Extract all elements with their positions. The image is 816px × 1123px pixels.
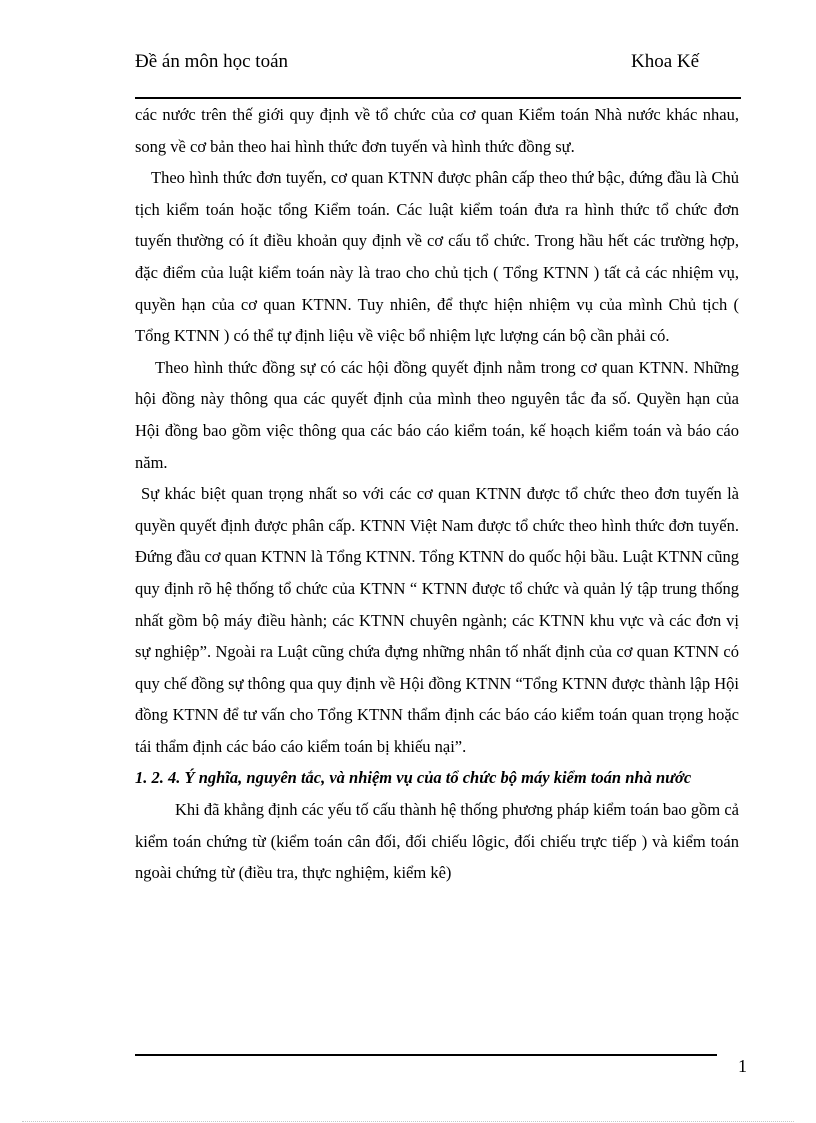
paragraph-key-difference: Sự khác biệt quan trọng nhất so với các cơ quan KTNN được tổ chức theo đơn tuyến là quyền quyết định được phân cấp. KTNN Việt Nam được tổ chức theo hình thức đơn tuyến. Đứng đầu cơ quan KTNN là Tổng KTNN. Tổng KTNN do quốc hội bầu. Luật KTNN cũng quy định rõ hệ thống tổ chức của KTNN “ KTNN được tổ chức và quản lý tập trung thống nhất gồm bộ máy điều hành; các KTNN chuyên ngành; các KTNN khu vực và các đơn vị sự nghiệp”. Ngoài ra Luật cũng chứa đựng những nhân tố nhất định của cơ quan KTNN có quy chế đồng sự thông qua quy định về Hội đồng KTNN “Tổng KTNN được thành lập Hội đồng KTNN để tư vấn cho Tổng KTNN thẩm định các báo cáo kiểm toán quan trọng hoặc tái thẩm định các báo cáo kiểm toán bị khiếu nại”.	[135, 484, 739, 756]
header-course-title: Đề án môn học toán	[135, 51, 289, 72]
paragraph-audit-methods: Khi đã khẳng định các yếu tố cấu thành hệ thống phương pháp kiểm toán bao gồm cả kiểm toán chứng từ (kiểm toán cân đối, đối chiếu lôgic, đối chiếu trực tiếp ) và kiểm toán ngoài chứng từ (điều tra, thực nghiệm, kiểm kê)	[135, 800, 739, 883]
document-body	[135, 99, 739, 889]
page-number: 1	[738, 1056, 747, 1076]
header-faculty: Khoa Kế	[631, 51, 700, 72]
paragraph-intro: các nước trên thế giới quy định về tổ chức của cơ quan Kiểm toán Nhà nước khác nhau, song về cơ bản theo hai hình thức đơn tuyến và hình thức đồng sự.	[135, 105, 739, 156]
paragraph-collegial-form: Theo hình thức đồng sự có các hội đồng quyết định nằm trong cơ quan KTNN. Những hội đồng này thông qua các quyết định của mình theo nguyên tắc đa số. Quyền hạn của Hội đồng bao gồm việc thông qua các báo cáo kiểm toán, kế hoạch kiểm toán và báo cáo năm.	[135, 357, 739, 472]
section-heading: 1. 2. 4. Ý nghĩa, nguyên tắc, và nhiệm vụ của tổ chức bộ máy kiểm toán nhà nước	[135, 768, 692, 788]
page-bottom-edge	[22, 1121, 794, 1122]
footer-divider	[135, 1054, 717, 1056]
paragraph-single-line-form: Theo hình thức đơn tuyến, cơ quan KTNN được phân cấp theo thứ bậc, đứng đầu là Chủ tịch kiểm toán hoặc tổng Kiểm toán. Các luật kiểm toán đưa ra hình thức tổ chức đơn tuyến thường có ít điều khoản quy định về cơ cấu tổ chức. Trong hầu hết các trường hợp, đặc điểm của luật kiểm toán này là trao cho chủ tịch ( Tổng KTNN ) tất cả các nhiệm vụ, quyền hạn của cơ quan KTNN. Tuy nhiên, để thực hiện nhiệm vụ của mình Chủ tịch ( Tổng KTNN ) có thể tự định liệu về việc bổ nhiệm lực lượng cán bộ cần phải có.	[135, 168, 739, 346]
